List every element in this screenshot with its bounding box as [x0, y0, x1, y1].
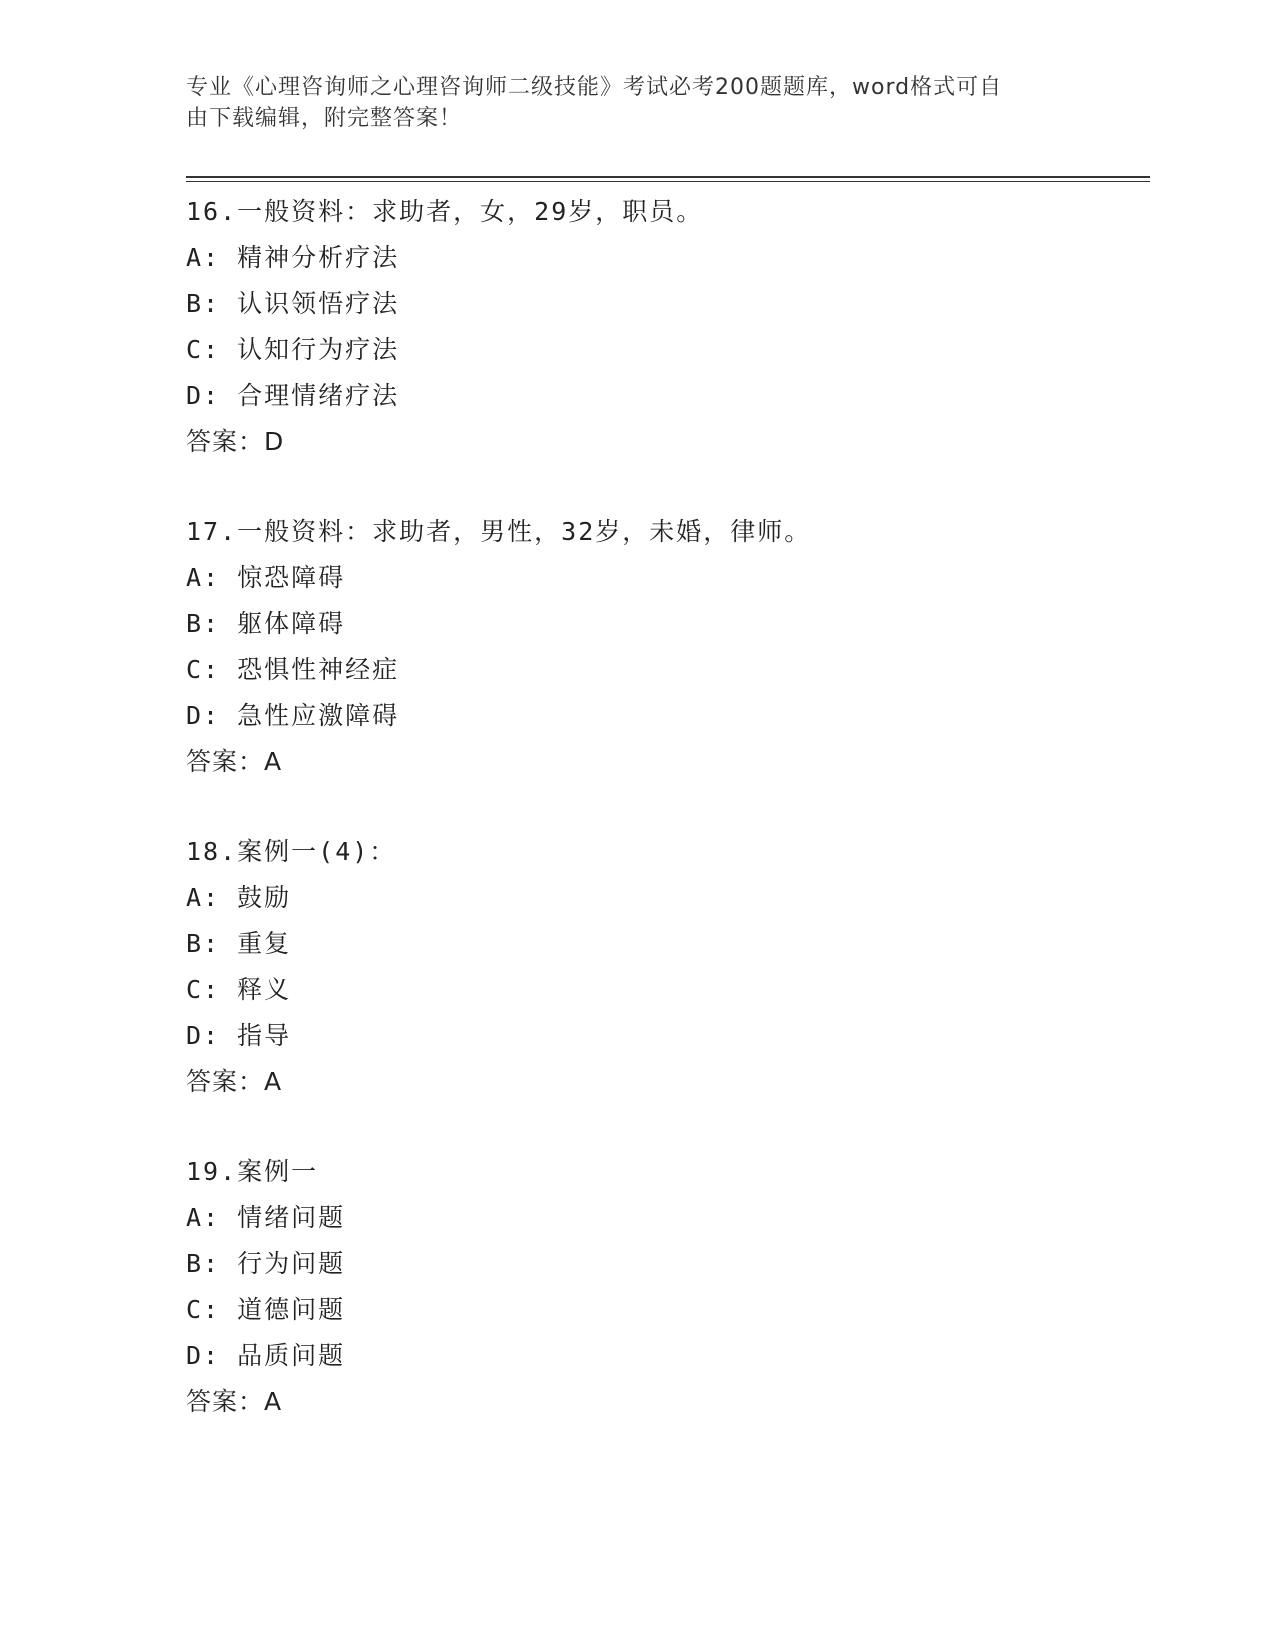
question-list — [186, 189, 1126, 1469]
option-d: D: 合理情绪疗法 — [186, 381, 400, 410]
option-d: D: 急性应激障碍 — [186, 701, 400, 730]
option-d: D: 指导 — [186, 1021, 292, 1050]
option-a: A: 鼓励 — [186, 883, 292, 912]
option-b: B: 认识领悟疗法 — [186, 289, 400, 318]
option-c: C: 道德问题 — [186, 1295, 346, 1324]
question-18 — [186, 829, 1126, 1149]
option-c: C: 认知行为疗法 — [186, 335, 400, 364]
document-intro — [186, 72, 1066, 134]
answer-line: 答案：D — [186, 427, 285, 456]
question-16 — [186, 189, 1126, 509]
question-stem: 19.案例一 — [186, 1157, 319, 1186]
option-b: B: 躯体障碍 — [186, 609, 346, 638]
option-c: C: 恐惧性神经症 — [186, 655, 400, 684]
answer-line: 答案：A — [186, 1067, 283, 1096]
answer-line: 答案：A — [186, 1387, 283, 1416]
question-stem: 16.一般资料：求助者，女，29岁，职员。 — [186, 197, 704, 226]
option-b: B: 行为问题 — [186, 1249, 346, 1278]
question-19 — [186, 1149, 1126, 1469]
option-a: A: 惊恐障碍 — [186, 563, 346, 592]
question-stem: 17.一般资料：求助者，男性，32岁，未婚，律师。 — [186, 517, 812, 546]
question-17 — [186, 509, 1126, 829]
option-a: A: 精神分析疗法 — [186, 243, 400, 272]
option-a: A: 情绪问题 — [186, 1203, 346, 1232]
option-d: D: 品质问题 — [186, 1341, 346, 1370]
answer-line: 答案：A — [186, 747, 283, 776]
header-divider-thin — [186, 181, 1150, 182]
option-b: B: 重复 — [186, 929, 292, 958]
intro-line-1: 专业《心理咨询师之心理咨询师二级技能》考试必考200题题库，word格式可自 — [186, 75, 1003, 100]
header-divider-thick — [186, 176, 1150, 178]
question-stem: 18.案例一(4)： — [186, 837, 397, 866]
intro-line-2: 由下载编辑，附完整答案！ — [186, 106, 463, 131]
option-c: C: 释义 — [186, 975, 292, 1004]
